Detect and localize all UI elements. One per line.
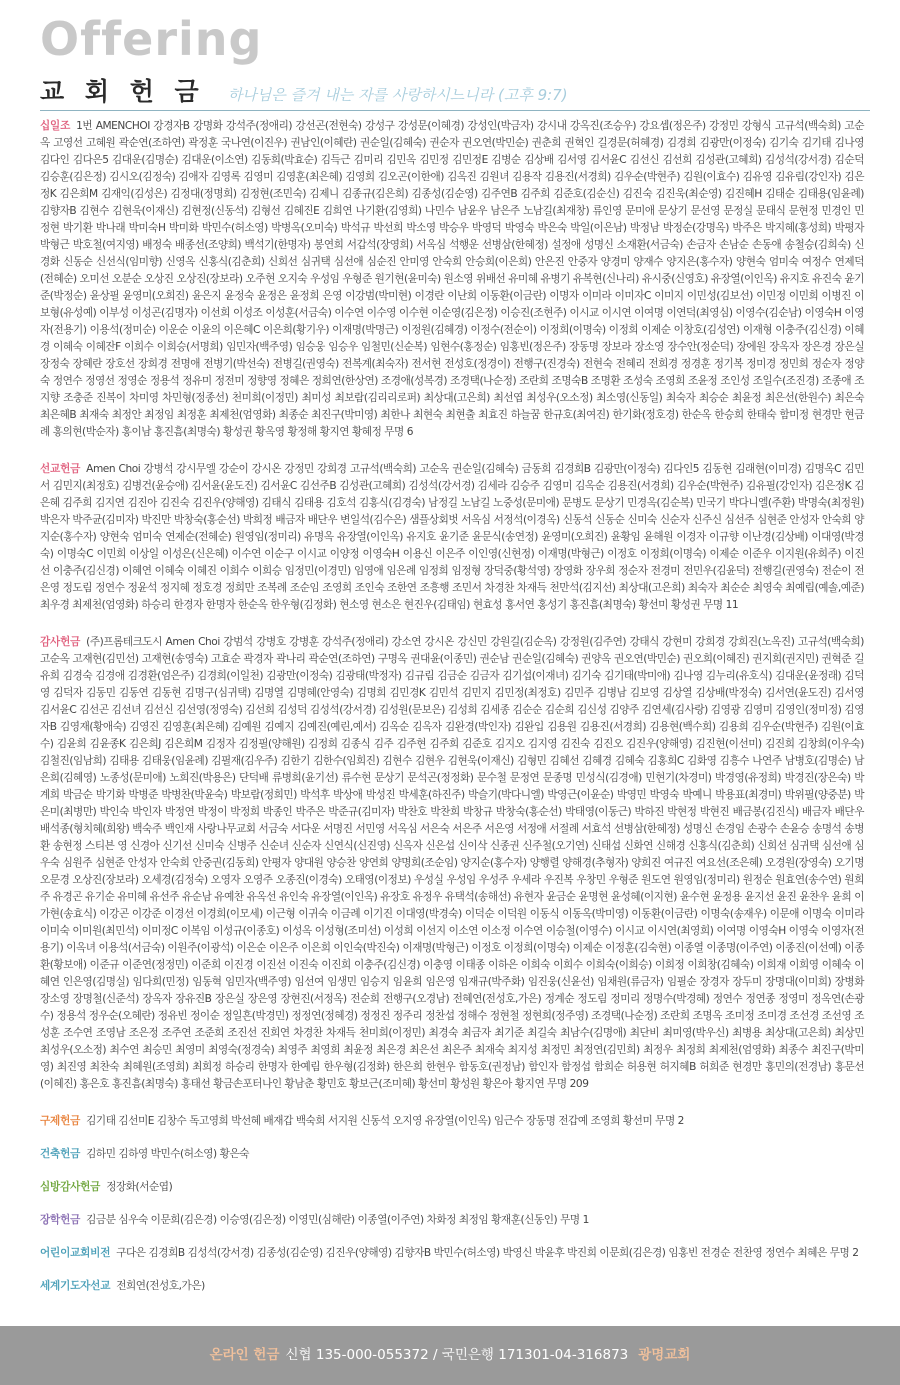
visit-thanks-names: 정장화(서순엽) xyxy=(106,1181,173,1193)
tithe-label: 십일조 xyxy=(40,120,71,132)
offering-list xyxy=(40,118,864,1295)
building-label: 건축헌금 xyxy=(40,1148,81,1160)
world-prayer-label: 세계기도자선교 xyxy=(40,1280,111,1292)
thanks-section xyxy=(40,634,864,1093)
world-prayer-section xyxy=(40,1278,864,1295)
children-vision-section xyxy=(40,1245,864,1262)
online-offering-footer xyxy=(0,1326,900,1385)
bible-verse: 하나님은 즐겨 내는 자를 사랑하시느니라 (고후 9:7) xyxy=(227,86,568,104)
scholarship-section xyxy=(40,1212,864,1229)
scholarship-label: 장학헌금 xyxy=(40,1214,81,1226)
bank-accounts: 신협 135-000-055372 / 국민은행 171301-04-316873 xyxy=(285,1347,629,1363)
thanks-label: 감사헌금 xyxy=(40,636,81,648)
page-title: Offering xyxy=(40,12,263,66)
world-prayer-names: 전희연(전성호,가은) xyxy=(116,1280,205,1292)
visit-thanks-label: 심방감사헌금 xyxy=(40,1181,101,1193)
relief-names: 김기태 김선미E 김창수 독고영희 박선혜 배재갑 백숙희 서지원 신동석 오지영 유장열(이인옥) 임근수 장동명 전갑예 조영희 황선미 무명 2 xyxy=(86,1115,684,1127)
heading-divider-top xyxy=(40,110,870,111)
section-title: 교 회 헌 금 xyxy=(40,77,205,106)
children-vision-label: 어린이교회비전 xyxy=(40,1247,111,1259)
building-names: 김하민 김하영 박민수(허소영) 황은숙 xyxy=(86,1148,250,1160)
relief-label: 구제헌금 xyxy=(40,1115,81,1127)
mission-label: 선교헌금 xyxy=(40,463,81,475)
thanks-names: (주)프롬테크도시 Amen Choi 강범석 강병호 강병훈 강석주(정애리) 강소연 강시온 강신민 강원길(김순옥) 강정원(김주연) 강태식 강현미 강희경 강희진(노옥진) 고규석(백숙희) 고순옥 고재현(김민선) 고재현(송영숙) 고효순 곽경자 곽나리 곽순연(조하연) 구명옥 권대윤(이종민) 권순남 권순일(김혜숙) 권양옥 권오연(박민순) 권오희(이혜진) 권지희(권지민) 권혁준 길유희 김경숙 김경애 김경환(엄은주) 김경희(이일천) 김광만(이정숙) 김광태(박정자) 김규림 김금순 김금자 김기섭(이재녀) 김기숙 김기태(박미애) 김나영 김누리(유호식) 김대운(윤정래) 김덕영 김덕자 김동민 김동연 김동현 김명구(심귀택) 김명열 김명혜(안영숙) 김명희 김민경K 김민석 김민지 김민정(최정호) 김민주 김병남 김보영 김상열 김상배(박정숙) 김서연(윤도진) 김서영 김서윤C 김선곤 김선녀 김선신 김선영(정영숙) 김선희 김성덕 김성석(강서경) 김성원(문보은) 김성희 김세종 김순순 김순희 김신성 김양주 김연세(김사랑) 김영광 김영미 김영인(정미정) 김영자B 김영재(황애숙) 김영진 김영훈(최은혜) 김예원 김예지 김예진(예린,예서) 김옥순 김옥자 김완경(박인자) 김완입 김용원 김용진(서경희) 김용현(백수희) 김용희 김우순(박현주) 김원(이효수) 김윤희 김윤종K 김은희J 김은희M 김정자 김정필(양해원) 김정희 김종식 김주 김주현 김주희 김준호 김지오 김지영 김진숙 김진오 김진우(양해영) 김진현(이선미) 김진희 김창희(이우숙) 김철진(임남희) 김태용 김태웅(임윤례) 김필재(김우주) 김한기 김한수(임희진) 김현수 김현우 김현욱(이재신) 김형민 김혜선 김혜경 김혜숙 김홍희C 김화영 김흥수 나연주 남병호(김명순) 남은희(김혜영) 노종성(문미애) 노희진(박용은) 단덕배 류병희(윤기선) 류수현 문상기 문석곤(정정화) 문수철 문정연 문종명 민성식(김경애) 민현기(차경미) 박경영(유정희) 박경진(장은숙) 박계희 박금순 박기화 박병준 박병찬(박윤숙) 박보람(정희민) 박석후 박상애 박성진 박세훈(하진주) 박슬기(박다니엘) 박영근(이윤순) 박영민 박영숙 박예니 박용표(최경미) 박위필(양중분) 박은미(최병만) 박인숙 박인자 박정연 박정이 박정희 박종인 박주은 박준규(김미자) 박찬호 박찬희 박창규 박창숙(홍순선) 박태영(이동근) 박하진 박현정 박현진 배금봉(김진식) 배금자 배단우 배석종(형치혜(희왕) 백숙주 백인재 사랑나무교회 서금숙 서다운 서명진 서민영 서옥심 서은숙 서은주 서은영 서정애 서절례 서효석 선병삼(한혜정) 성명신 손경임 손광수 손윤승 송명석 송병환 송현정 스티븐 영 신경아 신기선 신미숙 신병주 신순녀 신순자 신연식(신진영) 신옥자 신은섭 신이삭 신종권 신주철(오기연) 신태섭 신화연 신해경 신홍식(김춘희) 신희선 심귀택 심선애 심우숙 심원주 심현준 안성자 안숙희 안중권(김동희) 안평자 양대원 양승찬 양연희 양명희(조순임) 양지순(홍수자) 양행렬 양해경(추형자) 양희진 여규진 여요선(조은혜) 오경원(장영숙) 오기명 오문경 오상진(장보라) 오세경(김정숙) 오영자 오영주 오종진(이경숙) 오태영(이정보) 우성실 우성임 우성주 우세라 우진복 우창민 우형준 원도연 원영임(정미리) 원정순 원효연(송수연) 원희주 유경곤 유기순 유미혜 유선주 유순남 유예찬 유옥선 유인숙 유장열(이인옥) 유장호 유정우 유택석(송해선) 유현자 윤금순 윤명현 윤성혜(이지현) 윤수현 윤정용 윤지선 윤진 윤찬우 윤희 이가현(송효식) 이강곤 이강준 이경선 이경희(이모세) 이근형 이귀숙 이금례 이기진 이대영(박경숙) 이덕순 이덕원 이동식 이동옥(박미영) 이동환(이금란) 이명숙(송재우) 이문애 이명숙 이미라 이미숙 이미원(최민석) 이미정C 이복임 이성규(이종호) 이성옥 이성형(조미선) 이성희 이선지 이소연 이소정 이수연 이승철(이영수) 이시교 이시연(최영희) 이여명 이영숙H 이영숙 이영자(전용기) 이옥녀 이용석(서금숙) 이원주(이광석) 이은순 이은주 이은희 이인숙(박진숙) 이재명(박형근) 이정호 이정희(이명숙) 이제순 이정훈(김숙현) 이종열 이종명(이주연) 이종진(이선예) 이종환(황보애) 이준규 이준연(정정민) 이준희 이진경 이진선 이진숙 이진희 이충주(김신경) 이충영 이태종 이하은 이희숙 이희수 이희숙(이희승) 이희정 이희창(김혜숙) 이희재 이희영 이혜숙 이혜연 인은영(김명실) 임다희(민정) 임동혁 임민자(백주영) 임선여 임생민 임승지 임윤희 임은영 임재규(박주화) 임진웅(신윤선) 임채원(류금자) 임필순 장경자 장두미 장명대(이미희) 장병화 장소영 장명철(신준석) 장옥자 장유진B 장은실 장은영 장현진(서정옥) 전순희 전행구(오경남) 전혜연(전성호,가은) 정계순 정도림 정미리 정명수(박경혜) 정연수 정연종 정영미 정옥연(손광수) 정용석 정우순(오혜란) 정유빈 정이순 정일흔(박경민) 정정연(정혜경) 정정진 정주리 정찬섭 정해수 정현철 정현희(정주영) 조경택(나순정) 조란희 조명옥 조미정 조미경 조선경 조선영 조성훈 조수연 조영남 조은정 조주연 조준희 조진선 진희연 차경찬 차재득 천미희(이정민) 최경숙 최금자 최기준 최길숙 최남수(김명애) 최단비 최미영(박우신) 최병용 최상대(고은희) 최상민 최성우(오소정) 최수연 최승민 최영미 최영숙(정경숙) 최영주 최영희 최윤정 최은경 최은선 최은주 최재숙 최지성 최정민 최정연(김민희) 최정우 최정희 최제천(엄영화) 최종수 최진구(박미영) 최진영 최찬숙 최혜원(조영희) 최희정 하승리 한명자 한예림 한우형(김정화) 한은희 한현우 함동호(권정남) 함인자 함정섭 함희순 허용현 허지혜B 허희준 현경만 홍민의(전경남) 홍문선(이혜진) 홍은호 홍진흠(최명숙) 홍태선 황금손포터나인 황남춘 황민호 황보근(조미혜) 황선미 황성원 황은아 황지연 무명 209 xyxy=(40,636,864,1090)
church-name: 광명교회 xyxy=(638,1347,691,1363)
building-section xyxy=(40,1146,864,1163)
mission-section xyxy=(40,461,864,614)
visit-thanks-section xyxy=(40,1179,864,1196)
online-offering-label: 온라인 헌금 xyxy=(209,1347,280,1363)
offering-heading xyxy=(40,72,870,106)
relief-section xyxy=(40,1113,864,1130)
children-vision-names: 구다은 김경희B 김성석(강서경) 김종성(김순영) 김진우(양해영) 김향자B 박민수(허소영) 박영신 박윤후 박진희 이문희(김은경) 임홍빈 전경순 전찬영 정연수 최혜은 무명 2 xyxy=(116,1247,859,1259)
mission-names: Amen Choi 강병석 강시무엘 강순이 강시온 강정민 강희경 고규석(백숙희) 고순옥 권순일(김혜숙) 금동희 김경희B 김광만(이정숙) 김다인5 김동현 김래현(이미경) 김명옥C 김민서 김민지(최정호) 김병건(윤승애) 김서윤(윤도진) 김서윤C 김선주B 김성관(고혜희) 김성석(강서경) 김세라 김승주 김영미 김옥순 김용진(서경희) 김우순(박현주) 김유필(강인자) 김은정K 김은혜 김주희 김지연 김진아 김진숙 김진우(양해영) 김태식 김태용 김호석 김홍식(김경숙) 남정길 노남길 노중성(문미애) 문병도 문상기 민경옥(김순복) 민국기 박다니엘(주환) 박명숙(최정원) 박은자 박주균(김미자) 박진만 박창숙(홍순선) 박희정 배금자 배단우 변일석(김수은) 샘플상회벗 서옥심 서정석(이경옥) 신동석 신동순 신미숙 신순자 신주신 심선주 심현준 안성자 안숙희 양지순(홍수자) 양현숙 엄미숙 연제순(전혜순) 원영임(정미리) 유명옥 유장열(이인옥) 유지호 윤기준 윤문식(송연정) 윤영미(오희진) 윤황임 윤해원 이경자 이규향 이난경(김상배) 이대영(박경숙) 이명숙C 이민희 이상일 이성은(신은혜) 이수연 이순구 이시교 이양정 이영숙H 이용신 이은주 이인영(신현정) 이재명(박형근) 이정호 이정희(이명숙) 이제순 이준우 이지원(유희주) 이진선 이충주(김신경) 이혜연 이혜숙 이혜진 이희수 이희승 임정민(이경민) 임영애 임은례 임정희 임정형 장덕중(황석영) 장영화 장우희 정순자 전경미 전민우(김윤덕) 전행길(권영숙) 전순이 전은영 정도림 정연수 정윤석 정지혜 정호경 정희만 조복례 조순임 조영희 조인숙 조한연 조흥행 조민서 차경찬 차재득 천만석(김지선) 최상대(고은희) 최숙자 최순순 최영숙 최예림(예솔,예준) 최우경 최제천(엄영화) 하승리 한경자 한명자 한순옥 한우형(김정화) 현소영 현소은 현진우(김태임) 현효성 홍서연 홍성기 홍진흠(최명숙) 황선미 황성권 무명 11 xyxy=(40,463,864,611)
tithe-section xyxy=(40,118,864,441)
scholarship-names: 김금분 심우숙 이문희(김은경) 이승영(김은정) 이영민(심해란) 이종열(이주연) 차화정 최정임 황재훈(신동인) 무명 1 xyxy=(86,1214,589,1226)
tithe-names: 1번 AMENCHOI 강경자B 강명화 강석주(정애리) 강선곤(전현숙) 강성구 강성문(이혜경) 강성인(박금자) 강시내 강옥진(조승우) 강요셉(정은주) 강정민 강형식 고규석(백숙희) 고순옥 고영선 고혜원 곽순연(조하연) 곽정훈 국나연(이진우) 권남인(이혜란) 권순일(김혜숙) 권순자 권오연(박민순) 권춘희 권혁인 길경문(허혜경) 김경희 김광만(이정숙) 김기숙 김기태 김나영 김다인 김다은5 김대운(김명순) 김대운(이소연) 김동희(박효순) 김득근 김미리 김민옥 김민정 김민정E 김병순 김상배 김서영 김서윤C 김선신 김선희 김성관(고혜희) 김성석(강서경) 김순덕 김승훈(김은정) 김시오(김정숙) 김애자 김영록 김영미 김영훈(최은혜) 김영희 김오곤(이한애) 김옥진 김원녀 김용작 김용진(서경희) 김우순(박현주) 김원(이효수) 김유영 김유림(강인자) 김은정K 김은희M 김재익(김성은) 김정대(정명희) 김정현(조민숙) 김제니 김종규(김은희) 김종성(김순영) 김주연B 김주희 김준호(김순신) 김진숙 김진욱(최순영) 김진혜H 김태순 김태용(임윤례) 김향자B 김현수 김현욱(이재신) 김현정(신동석) 김형선 김혜진E 김희연 나기환(김영희) 나민수 남윤우 남은주 노남길(최재창) 류인영 문미애 문상기 문선영 문정실 문태식 문현정 민경인 민정현 박기환 박나래 박미숙H 박미화 박민수(허소영) 박병옥(오미숙) 박석규 박선희 박소영 박승우 박영덕 박영숙 박은숙 박일(이은남) 박정남 박정순(강명옥) 박주은 박지혜(홍성희) 박평자 박형근 박호철(여지영) 배정숙 배종선(조양희) 백석기(한명자) 봉연희 서갑석(장영희) 서옥심 석행운 선병삼(한혜정) 설정애 성명신 소재환(서금숙) 손금자 손남순 손동애 송철승(김희숙) 신경화 신동순 신선식(임미향) 신영옥 신홍식(김춘희) 신희선 심귀택 심선애 심순진 안미영 안숙희 안승희(이은희) 안은진 안중자 양경미 양재수 양지은(홍수자) 양현숙 엄미숙 여정수 연제덕(전혜순) 오미선 오분순 오상진 오상진(장보라) 오주현 오지숙 우성임 우형준 원기현(윤미숙) 원소영 위배선 유미혜 유병기 유복현(신나리) 유시중(신영호) 유장열(이인옥) 유지호 유진숙 윤기준(박정순) 윤상필 윤영미(오희진) 윤은지 윤정숙 윤정은 윤정희 은영 이강범(박미현) 이경란 이난희 이동환(이금란) 이명자 이미라 이미자C 이미지 이민성(김보선) 이민정 이민희 이병진 이보형(유성예) 이부성 이성곤(김명자) 이선희 이성조 이성훈(서금숙) 이수연 이수영 이수현 이순영(김은정) 이승진(조현주) 이시교 이시연 이여명 이연덕(최영심) 이영수(김순남) 이영숙H 이영자(전용기) 이용석(정미순) 이운순 이윤의 이은혜C 이은희(황기우) 이재명(박명근) 이정원(김혜경) 이정수(전순이) 이정희(이명숙) 이정희 이제순 이창호(김성연) 이재형 이충주(김신경) 이혜경 이혜숙 이혜잔F 이희수 이희승(서명희) 임민자(백주영) 임승웅 임승우 임철민(신순복) 임현수(홍정순) 임홍빈(정은주) 장동명 장보라 장소영 장수안(정순덕) 장에원 장옥자 장은경 장은실 장정숙 장혜란 장호선 장희경 전명애 전병기(박선숙) 전병길(권영숙) 전복계(최숙자) 전서현 전성호(정경이) 전행구(진경숙) 전현숙 전혜리 전희경 정경훈 정기복 정미경 정민희 정순자 정양숙 정연수 정영선 정영순 정용석 정유미 정전미 정향영 정혜은 정희연(한상연) 조경애(성복경) 조경택(나순정) 조란희 조명숙B 조명환 조성숙 조영희 조윤정 조인성 조일수(조진경) 조종애 조지향 조충준 진복이 차미영 차민형(정종선) 천미희(이정민) 최미성 최보람(김리리로퍼) 최상대(고은희) 최선엽 최성우(오소정) 최소영(신동일) 최숙자 최승순 최윤정 최은선(한원수) 최은숙 최은혜B 최재숙 최정안 최정임 최정훈 최제천(엄영화) 최종순 최진구(박미영) 최한나 최현숙 최현출 최효진 하늘꿈 한규호(최여진) 한기화(정호경) 한순옥 한승희 한태숙 함미정 현경만 현금례 홍의현(박순자) 홍이남 홍진흠(최명숙) 황성권 황옥영 황정해 황지연 황혜정 무명 6 xyxy=(40,120,864,438)
